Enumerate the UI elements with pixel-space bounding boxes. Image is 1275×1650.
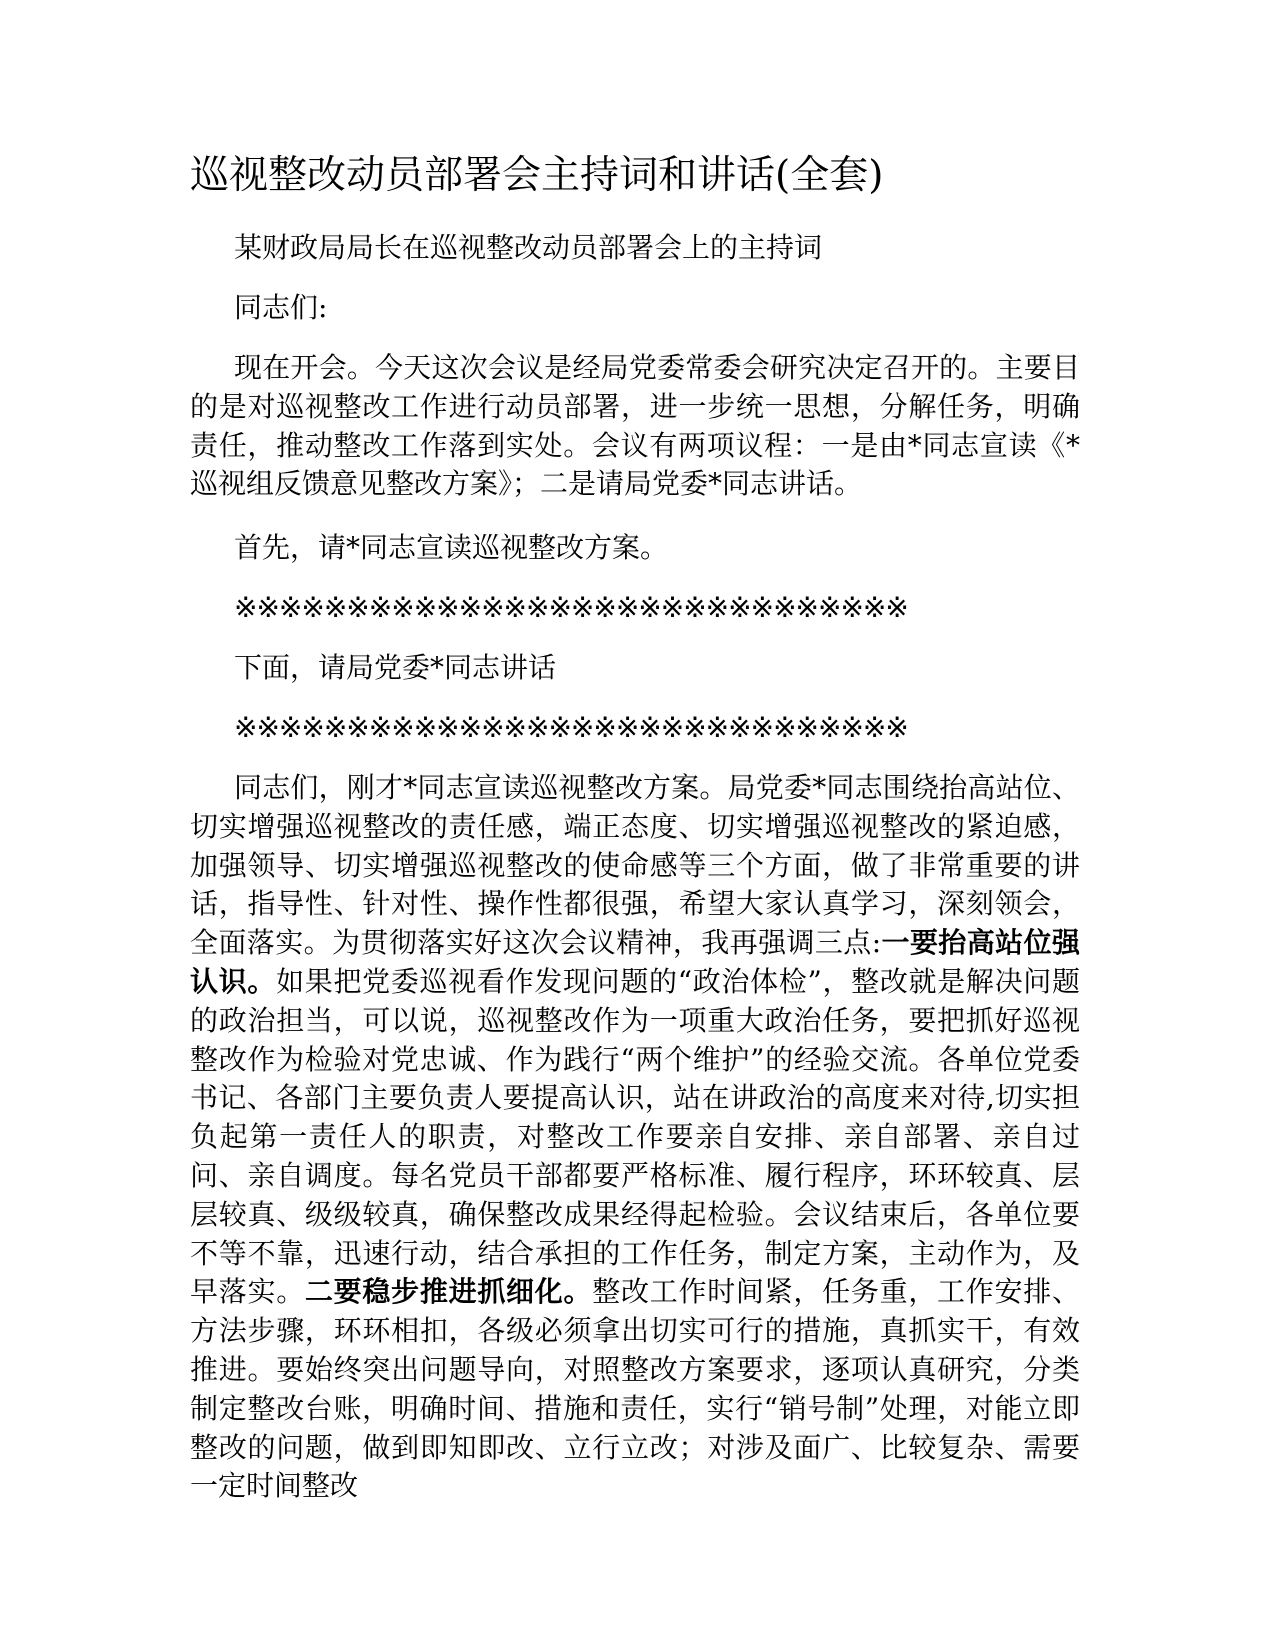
closing-intro-text: 同志们，刚才*同志宣读巡视整改方案。局党委*同志围绕抬高站位、切实增强巡视整改的责任感，端正态度、切实增强巡视整改的紧迫感，加强领导、切实增强巡视整改的使命感等三个方面，做了非常重要的讲话，指导性、针对性、操作性都很强，希望大家认真学习，深刻领会，全面落实。为贯彻落实好这次会议精神，我再强调三点: [190, 771, 1080, 960]
closing-speech-paragraph [190, 769, 1080, 1506]
point-one-heading: 一要抬高站位强认识。 [190, 926, 1080, 998]
opening-paragraph: 现在开会。今天这次会议是经局党委常委会研究决定召开的。主要目的是对巡视整改工作进行动员部署，进一步统一思想，分解任务，明确责任，推动整改工作落到实处。会议有两项议程：一是由*同志宣读《*巡视组反馈意见整改方案》；二是请局党委*同志讲话。 [190, 351, 1080, 501]
document-title: 巡视整改动员部署会主持词和讲话(全套) [190, 153, 884, 198]
first-agenda-paragraph: 首先，请*同志宣读巡视整改方案。 [234, 531, 669, 564]
point-one-body: 如果把党委巡视看作发现问题的“政治体检”，整改就是解决问题的政治担当，可以说，巡视整改作为一项重大政治任务，要把抓好巡视整改作为检验对党忠诚、作为践行“两个维护”的经验交流。各单位党委书记、各部门主要负责人要提高认识，站在讲政治的高度来对待,切实担负起第一责任人的职责，对整改工作要亲自安排、亲自部署、亲自过问、亲自调度。每名党员干部都要严格标准、履行程序，环环较真、层层较真、级级较真，确保整改成果经得起检验。会议结束后，各单位要不等不靠，迅速行动，结合承担的工作任务，制定方案，主动作为，及早落实。 [190, 964, 1080, 1309]
point-two-body: 整改工作时间紧，任务重，工作安排、方法步骤，环环相扣，各级必须拿出切实可行的措施，真抓实干，有效推进。要始终突出问题导向，对照整改方案要求，逐项认真研究，分类制定整改台账，明确时间、措施和责任，实行“销号制”处理，对能立即整改的问题，做到即知即改、立行立改；对涉及面广、比较复杂、需要一定时间整改 [190, 1275, 1080, 1503]
point-two-heading: 二要稳步推进抓细化。 [304, 1275, 593, 1309]
second-agenda-paragraph: 下面，请局党委*同志讲话 [234, 651, 557, 684]
separator-line: ※※※※※※※※※※※※※※※※※※※※※※※※※※※※※※ [234, 711, 908, 744]
separator-line: ※※※※※※※※※※※※※※※※※※※※※※※※※※※※※※ [234, 591, 908, 624]
subtitle-paragraph: 某财政局局长在巡视整改动员部署会上的主持词 [234, 231, 823, 264]
greeting-paragraph: 同志们: [234, 291, 328, 324]
